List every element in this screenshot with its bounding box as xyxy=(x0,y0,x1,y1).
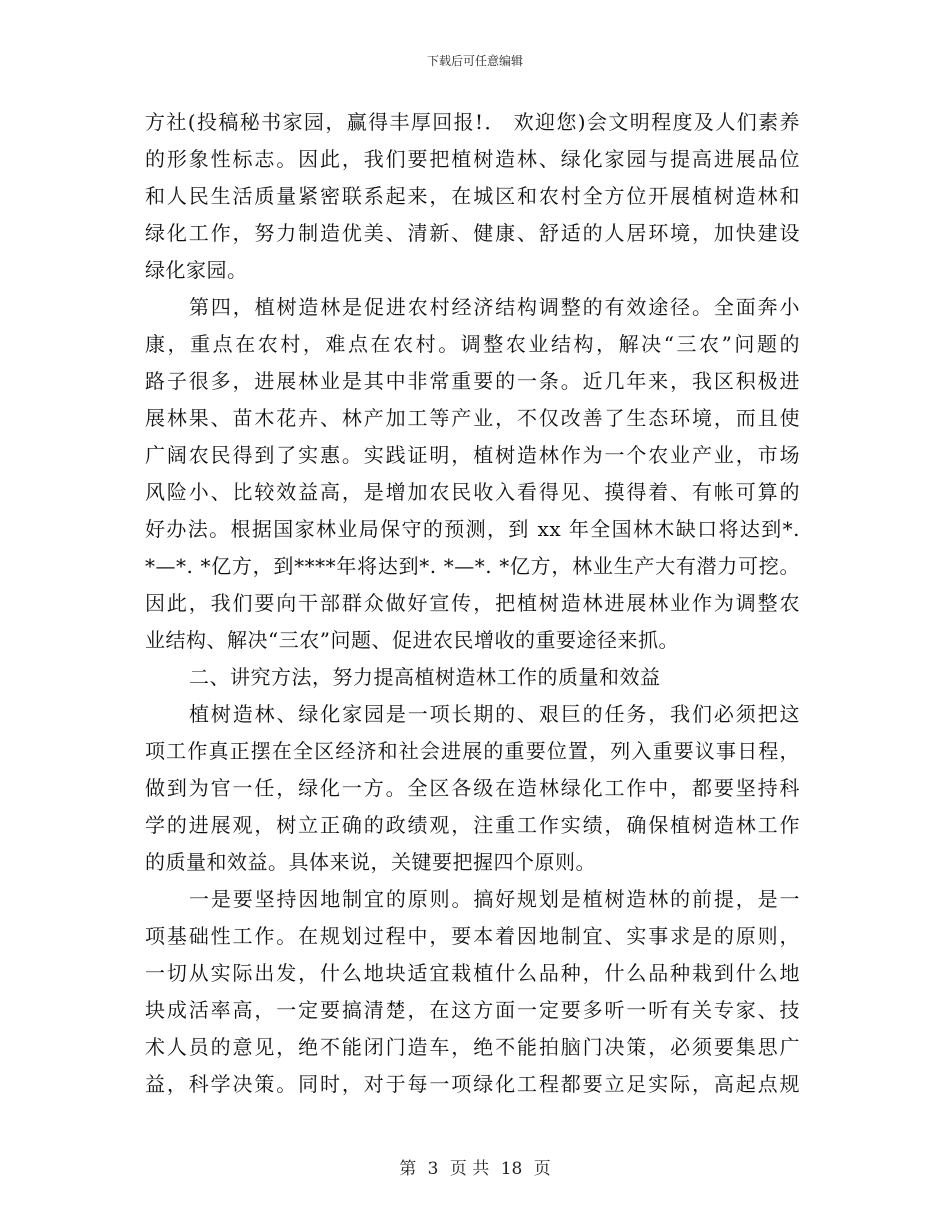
text-line: 因此，我们要向干部群众做好宣传，把植树造林进展林业作为调整农 xyxy=(145,591,800,615)
text-line: 风险小、比较效益高，是增加农民收入看得见、摸得着、有帐可算的 xyxy=(145,480,800,504)
text-line: 一是要坚持因地制宜的原则。搞好规划是植树造林的前提，是一 xyxy=(189,887,800,911)
text-line: 二、讲究方法，努力提高植树造林工作的质量和效益 xyxy=(189,665,661,689)
text-line: 方社(投稿秘书家园，赢得丰厚回报!． 欢迎您)会文明程度及人们素养 xyxy=(145,110,800,134)
footer-middle: 页 共 xyxy=(449,1159,490,1179)
document-body xyxy=(145,104,800,1103)
text-line: 广阔农民得到了实惠。实践证明，植树造林作为一个农业产业，市场 xyxy=(145,443,800,467)
text-line: 的形象性标志。因此，我们要把植树造林、绿化家园与提高进展品位 xyxy=(145,147,800,171)
text-line: 术人员的意见，绝不能闭门造车，绝不能拍脑门决策，必须要集思广 xyxy=(145,1035,800,1059)
text-line: 和人民生活质量紧密联系起来，在城区和农村全方位开展植树造林和 xyxy=(145,184,800,208)
text-line: 学的进展观，树立正确的政绩观，注重工作实绩，确保植树造林工作 xyxy=(145,813,800,837)
text-line: 项工作真正摆在全区经济和社会进展的重要位置，列入重要议事日程， xyxy=(145,739,800,763)
text-line: 植树造林、绿化家园是一项长期的、艰巨的任务，我们必须把这 xyxy=(189,702,800,726)
text-line: 康，重点在农村，难点在农村。调整农业结构，解决“三农”问题的 xyxy=(145,332,800,356)
text-line: 块成活率高，一定要搞清楚，在这方面一定要多听一听有关专家、技 xyxy=(145,998,800,1022)
text-line: 益，科学决策。同时，对于每一项绿化工程都要立足实际，高起点规 xyxy=(145,1072,800,1096)
text-line: 绿化家园。 xyxy=(145,258,248,282)
footer-suffix: 页 xyxy=(533,1159,551,1179)
text-line: 项基础性工作。在规划过程中，要本着因地制宜、实事求是的原则， xyxy=(145,924,800,948)
text-line: 第四，植树造林是促进农村经济结构调整的有效途径。全面奔小 xyxy=(189,295,800,319)
footer-current-page: 3 xyxy=(427,1159,439,1179)
text-line: 绿化工作，努力制造优美、清新、健康、舒适的人居环境，加快建设 xyxy=(145,221,800,245)
footer-prefix: 第 xyxy=(399,1159,417,1179)
text-line: 做到为官一任，绿化一方。全区各级在造林绿化工作中，都要坚持科 xyxy=(145,776,800,800)
text-line: 一切从实际出发，什么地块适宜栽植什么品种，什么品种栽到什么地 xyxy=(145,961,800,985)
text-line: 路子很多，进展林业是其中非常重要的一条。近几年来，我区积极进 xyxy=(145,369,800,393)
text-line: *—*. *亿方，到****年将达到*. *—*. *亿方，林业生产大有潜力可挖。 xyxy=(145,554,800,578)
page-footer xyxy=(0,1154,950,1179)
text-line: 的质量和效益。具体来说，关键要把握四个原则。 xyxy=(145,850,596,874)
footer-total-pages: 18 xyxy=(500,1159,523,1179)
text-line: 好办法。根据国家林业局保守的预测，到 xx 年全国林木缺口将达到*. xyxy=(145,517,800,541)
text-line: 业结构、解决“三农”问题、促进农民增收的重要途径来抓。 xyxy=(145,628,679,652)
page-header: 下载后可任意编辑 xyxy=(426,54,523,68)
text-line: 展林果、苗木花卉、林产加工等产业，不仅改善了生态环境，而且使 xyxy=(145,406,800,430)
